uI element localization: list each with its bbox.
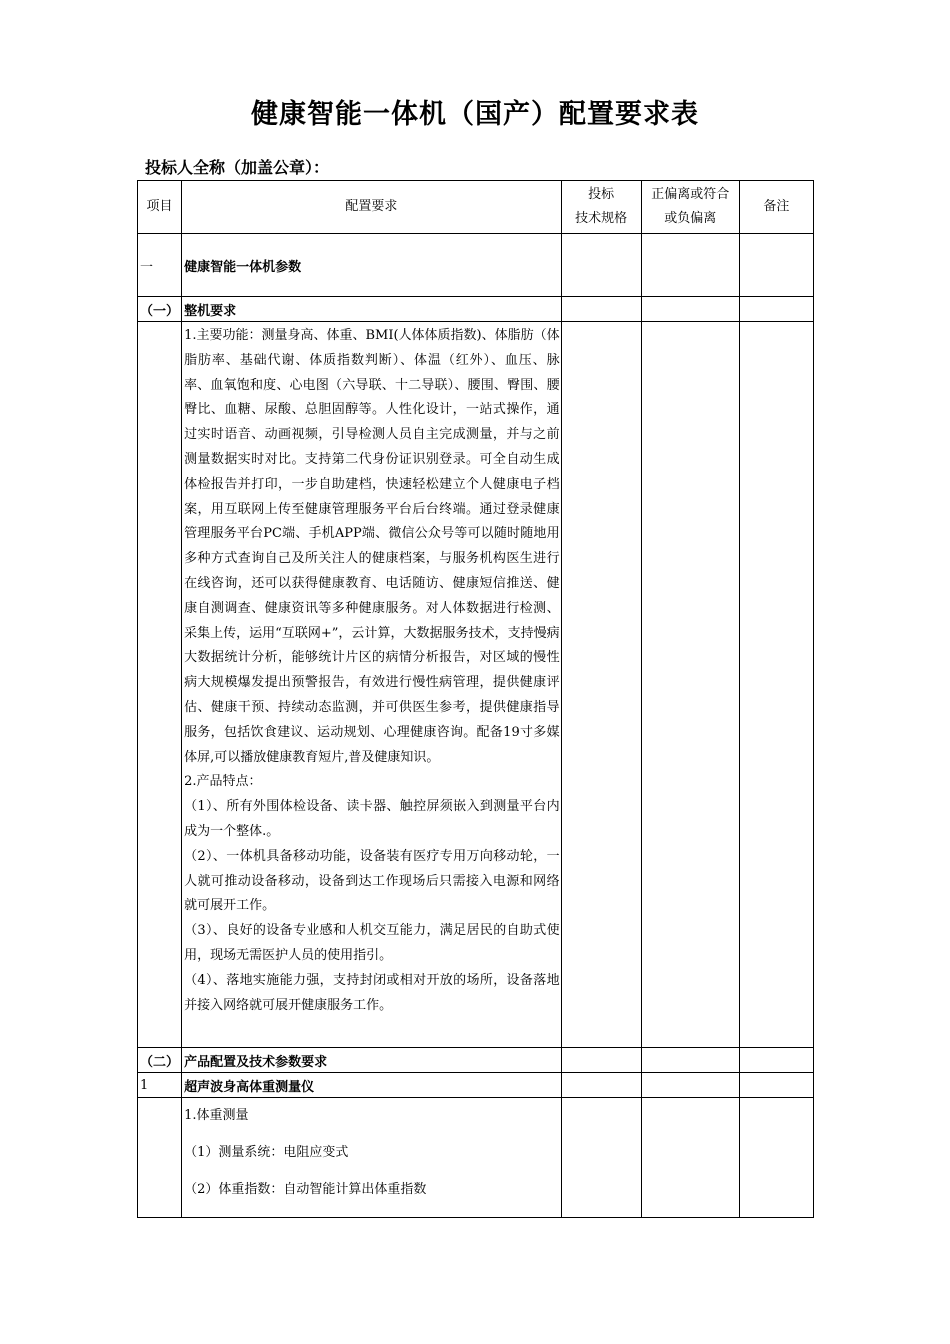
- bid-spec-cell[interactable]: [561, 1073, 641, 1098]
- remarks-cell[interactable]: [739, 297, 813, 322]
- item1-details: [182, 1098, 562, 1218]
- section-title: 健康智能一体机参数: [182, 234, 562, 297]
- header-bid-spec: 投标 技术规格: [561, 181, 641, 234]
- header-requirement: 配置要求: [182, 181, 562, 234]
- deviation-cell[interactable]: [641, 322, 739, 1048]
- deviation-cell[interactable]: [641, 297, 739, 322]
- remarks-cell[interactable]: [739, 1048, 813, 1073]
- header-item: 项目: [138, 181, 182, 234]
- detail-line: （2）体重指数：自动智能计算出体重指数: [184, 1182, 427, 1197]
- feature-3: （3）、良好的设备专业感和人机交互能力，满足居民的自助式使用，现场无需医护人员的使用指引。: [184, 923, 560, 963]
- section-title: 产品配置及技术参数要求: [182, 1048, 562, 1073]
- empty-index-cell: [138, 322, 182, 1048]
- feature-4: （4）、落地实施能力强，支持封闭或相对开放的场所，设备落地并接入网络就可展开健康服务工作。: [184, 972, 560, 1013]
- remarks-cell[interactable]: [739, 234, 813, 297]
- detail-line: 1.体重测量: [184, 1108, 249, 1123]
- section-title: 整机要求: [182, 297, 562, 322]
- config-requirements-table: [137, 180, 814, 1218]
- remarks-cell[interactable]: [739, 1073, 813, 1098]
- features-heading: 2.产品特点：: [184, 774, 262, 790]
- deviation-cell[interactable]: [641, 234, 739, 297]
- whole-machine-requirements: [182, 322, 562, 1048]
- deviation-cell[interactable]: [641, 1073, 739, 1098]
- deviation-cell[interactable]: [641, 1098, 739, 1218]
- bid-spec-cell[interactable]: [561, 234, 641, 297]
- bid-spec-cell[interactable]: [561, 1098, 641, 1218]
- header-remarks: 备注: [739, 181, 813, 234]
- remarks-cell[interactable]: [739, 1098, 813, 1218]
- section-index: （二）: [138, 1048, 182, 1073]
- detail-line: （1）测量系统：电阻应变式: [184, 1145, 349, 1160]
- bidder-name-label: 投标人全称（加盖公章）：: [145, 158, 330, 177]
- main-functions-text: 1.主要功能：测量身高、体重、BMI(人体体质指数)、体脂肪（体脂肪率、基础代谢、体质指数判断）、体温（红外）、血压、脉率、血氧饱和度、心电图（六导联、十二导联）、腰围、臀围、腰臀比、血糖、尿酸、总胆固醇等。人性化设计，一站式操作，通过实时语音、动画视频，引导检测人员自主完成测量，并与之前测量数据实时对比。支持第二代身份证识别登录。可全自动生成体检报告并打印，一步自助建档，快速轻松建立个人健康电子档案，用互联网上传至健康管理服务平台后台终端。通过登录健康管理服务平台PC端、手机APP端、微信公众号等可以随时随地用多种方式查询自己及所关注人的健康档案，与服务机构医生进行在线咨询，还可以获得健康教育、电话随访、健康短信推送、健康自测调查、健康资讯等多种健康服务。对人体数据进行检测、采集上传，运用“互联网+”，云计算，大数据服务技术，支持慢病大数据统计分析，能够统计片区的病情分析报告，对区域的慢性病大规模爆发提出预警报告，有效进行慢性病管理，提供健康评估、健康干预、持续动态监测，并可供医生参考，提供健康指导服务，包括饮食建议、运动规划、心理健康咨询。配备19寸多媒体屏,可以播放健康教育短片,普及健康知识。: [184, 328, 560, 765]
- bid-spec-cell[interactable]: [561, 322, 641, 1048]
- empty-index-cell: [138, 1098, 182, 1218]
- item-index: 1: [138, 1073, 182, 1098]
- section-index: （一）: [138, 297, 182, 322]
- feature-1: （1）、所有外围体检设备、读卡器、触控屏须嵌入到测量平台内成为一个整体.。: [184, 799, 560, 839]
- table-header-row: [138, 181, 814, 234]
- deviation-cell[interactable]: [641, 1048, 739, 1073]
- bid-spec-cell[interactable]: [561, 1048, 641, 1073]
- bid-spec-cell[interactable]: [561, 297, 641, 322]
- item-title: 超声波身高体重测量仪: [182, 1073, 562, 1098]
- section-index: 一: [138, 234, 182, 297]
- document-title: 健康智能一体机（国产）配置要求表: [251, 99, 699, 130]
- table-row: [138, 297, 814, 322]
- table-row: [138, 1098, 814, 1218]
- remarks-cell[interactable]: [739, 322, 813, 1048]
- feature-2: （2）、一体机具备移动功能，设备装有医疗专用万向移动轮，一人就可推动设备移动，设备到达工作现场后只需接入电源和网络就可展开工作。: [184, 848, 560, 914]
- table-row: [138, 234, 814, 297]
- table-row: [138, 1073, 814, 1098]
- table-row: [138, 322, 814, 1048]
- header-deviation: 正偏离或符合 或负偏离: [641, 181, 739, 234]
- table-row: [138, 1048, 814, 1073]
